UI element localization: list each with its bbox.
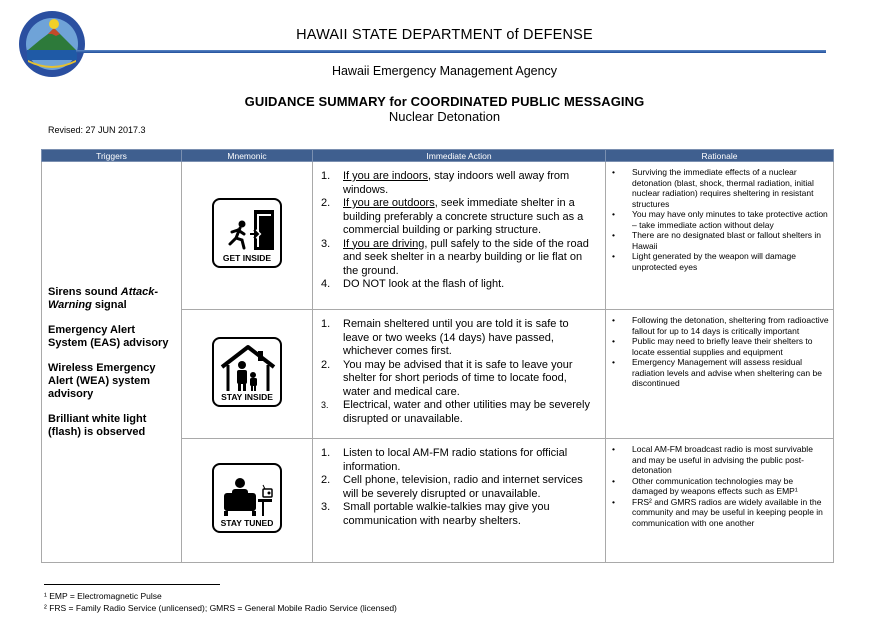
list-item: • FRS² and GMRS radios are widely available in the community and may be useful in keeping people in communication with one another — [612, 496, 823, 528]
column-header-immediate-action: Immediate Action — [313, 150, 606, 162]
document-subtitle: Nuclear Detonation — [388, 109, 501, 124]
footnote-rule — [44, 584, 220, 585]
list-item: 1. Remain sheltered until you are told it is safe to leave or two weeks (14 days) have passed, whichever comes first. — [321, 318, 569, 357]
list-item: • Surviving the immediate effects of a nuclear detonation (blast, shock, thermal radiation, initial nuclear radiation) requires sheltering in resistant structures — [612, 167, 814, 209]
trigger-flash: Brilliant white light (flash) is observed — [48, 412, 147, 438]
mnemonic-cell — [182, 162, 313, 310]
mnemonic-label: GET INSIDE — [222, 253, 272, 263]
triggers-cell — [42, 162, 182, 563]
list-item: • You may have only minutes to take protective action – take immediate action without delay — [612, 209, 828, 230]
stay-inside-icon — [212, 337, 282, 407]
actions-cell — [313, 310, 606, 439]
rationale-cell — [606, 439, 834, 563]
list-item: 3. Small portable walkie-talkies may give you communication with nearby shelters. — [321, 501, 550, 527]
list-item: • Following the detonation, sheltering from radioactive fallout for up to 14 days is critically important — [612, 315, 829, 336]
mnemonic-cell — [182, 439, 313, 563]
list-item: 2. If you are outdoors, seek immediate shelter in a building preferably a concrete structure such as a commercial building or parking structure. — [321, 197, 584, 236]
list-item: 4. DO NOT look at the flash of light. — [321, 278, 505, 290]
header-rule — [76, 50, 826, 53]
list-item: 1. Listen to local AM-FM radio stations for official information. — [321, 447, 568, 473]
guidance-table — [41, 149, 834, 563]
column-header-mnemonic: Mnemonic — [182, 150, 313, 162]
actions-cell — [313, 162, 606, 310]
rationale-cell — [606, 162, 834, 310]
footnote-frs-gmrs: ² FRS = Family Radio Service (unlicensed); GMRS = General Mobile Radio Service (licensed) — [44, 603, 397, 613]
department-name: HAWAII STATE DEPARTMENT of DEFENSE — [296, 27, 593, 43]
footnote-emp: ¹ EMP = Electromagnetic Pulse — [44, 591, 162, 601]
list-item: • Public may need to briefly leave their shelters to locate essential supplies and equipment — [612, 336, 813, 357]
mnemonic-cell — [182, 310, 313, 439]
get-inside-icon — [212, 198, 282, 268]
list-item: • Local AM-FM broadcast radio is most survivable and may be useful in advising the public post-detonation — [612, 444, 813, 475]
list-item: • Emergency Management will assess residual radiation levels and advise when sheltering can be discontinued — [612, 357, 822, 388]
list-item: • Other communication technologies may be damaged by weapons effects such as EMP¹ — [612, 475, 798, 496]
list-item: • There are no designated blast or fallout shelters in Hawaii — [612, 230, 822, 251]
agency-name: Hawaii Emergency Management Agency — [331, 64, 558, 78]
trigger-eas: Emergency Alert System (EAS) advisory — [48, 323, 169, 349]
stay-tuned-icon — [212, 463, 282, 533]
list-item: 3. If you are driving, pull safely to the side of the road and seek shelter in a nearby building or lie flat on the ground. — [321, 237, 589, 277]
revision-date: Revised: 27 JUN 2017.3 — [48, 125, 146, 135]
table-row — [42, 162, 834, 310]
column-header-rationale: Rationale — [606, 150, 834, 162]
rationale-cell — [606, 310, 834, 439]
mnemonic-label: STAY TUNED — [220, 518, 274, 528]
document-title: GUIDANCE SUMMARY for COORDINATED PUBLIC MESSAGING — [244, 94, 645, 109]
table-header-row — [42, 150, 834, 162]
column-header-triggers: Triggers — [42, 150, 182, 162]
trigger-sirens: Sirens sound Attack-Warning signal — [48, 285, 159, 311]
mnemonic-label: STAY INSIDE — [221, 391, 273, 402]
list-item: • Light generated by the weapon will damage unprotected eyes — [612, 251, 796, 272]
list-item: 2. You may be advised that it is safe to leave your shelter for short periods of time to locate food, water and medical care. — [321, 358, 573, 398]
trigger-wea: Wireless Emergency Alert (WEA) system advisory — [48, 361, 156, 400]
list-item: 1. If you are indoors, stay indoors well away from windows. — [321, 170, 570, 196]
actions-cell — [313, 439, 606, 563]
list-item: 2. Cell phone, television, radio and internet services will be severely disrupted or unavailable. — [321, 474, 583, 500]
list-item: 3. Electrical, water and other utilities may be severely disrupted or unavailable. — [321, 399, 590, 425]
